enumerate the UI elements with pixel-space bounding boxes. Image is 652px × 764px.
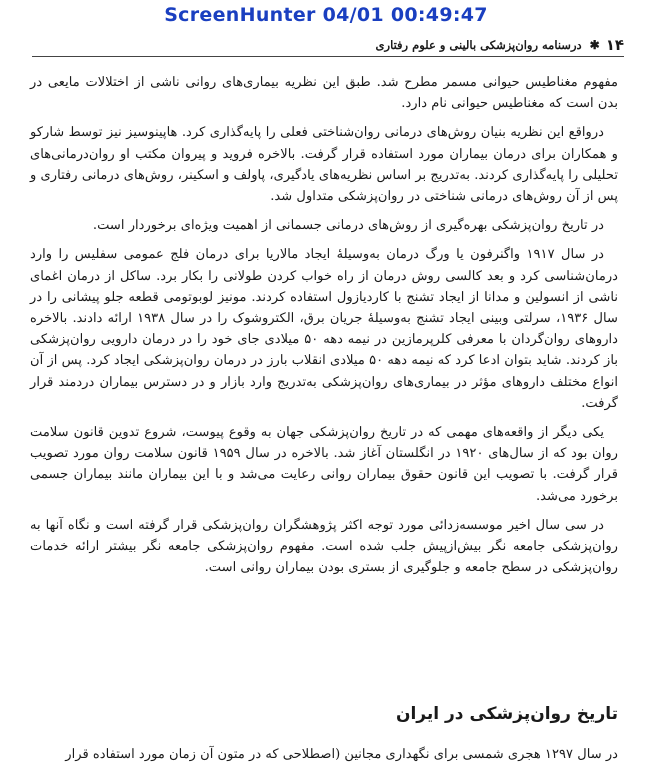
star-icon: ✱	[589, 38, 600, 52]
paragraph: درواقع این نظریه بنیان روش‌های درمانی روان‌شناختی فعلی را پایه‌گذاری کرد. هاپینوسیز نیز توسط شارکو و همکاران برای درمان بیماران مورد استفاده قرار گرفت. بالاخره فروید و پیروان مکتب او روان‌درمانی‌های تحلیلی را پایه‌گذاری کردند. به‌تدریج بر اساس نظریه‌های یادگیری، پاولف و اسکینر، روش‌های درمانی رفتاری و پس از آن روش‌های درمانی شناختی در روان‌پزشکی متداول شد.	[30, 125, 618, 205]
paragraph: مفهوم مغناطیس حیوانی مسمر مطرح شد. طبق این نظریه بیماری‌های روانی ناشی از اختلالات مایعی در بدن است که مغناطیس حیوانی نام دارد.	[30, 75, 618, 112]
screenhunter-watermark: ScreenHunter 04/01 00:49:47	[164, 4, 488, 26]
section-heading: تاریخ روان‌پزشکی در ایران	[395, 704, 618, 724]
paragraph: در سی سال اخیر موسسه‌زدائی مورد توجه اکثر پژوهشگران روان‌پزشکی قرار گرفته است و نگاه آنها به روان‌پزشکی جامعه نگر بیش‌ازپیش جلب شده است. مفهوم روان‌پزشکی جامعه نگر بیشتر ارائه خدمات روان‌پزشکی در سطح جامعه و جلوگیری از بستری بودن بیماران روانی است.	[30, 517, 618, 576]
paragraph: در سال ۱۹۱۷ واگنرفون یا ورگ درمان به‌وسیلهٔ ایجاد مالاریا برای درمان فلج عمومی سفلیس را وارد درمان‌شناسی کرد و بعد کالسی روش درمان از راه خواب کردن طولانی را بکار برد. ساکل از درمان اغمای ناشی از انسولین و مدانا از ایجاد تشنج با کاردیازول استفاده کردند. مونیز لوبوتومی قطعه جلو پیشانی را در سال ۱۹۳۶، سرلتی وبینی ایجاد تشنج به‌وسیلهٔ جریان برق، الکتروشوک را در سال ۱۹۳۸ ارائه دادند. بالاخره داروهای روان‌گردان با معرفی کلرپرمازین در نیمه دهه ۵۰ میلادی جای خود را در درمان دارویی روان‌پزشکی باز کردند. شاید بتوان ادعا کرد که نیمه دهه ۵۰ میلادی انقلاب بارز در درمان روان‌پزشکی ایجاد کرد. پس از آن انواع مختلف داروهای مؤثر در بیماری‌های روان‌پزشکی به‌تدریج وارد بازار و در دسترس بیماران دردمند قرار گرفت.	[30, 247, 618, 411]
partial-paragraph: در سال ۱۲۹۷ هجری شمسی برای نگهداری مجانین (اصطلاحی که در متون آن زمان مورد استفاده قرار	[65, 747, 618, 762]
paragraph: یکی دیگر از واقعه‌های مهمی که در تاریخ روان‌پزشکی جهان به وقوع پیوست، شروع تدوین قانون سلامت روان بود که از سال‌های ۱۹۲۰ در انگلستان آغاز شد. بالاخره در سال ۱۹۵۹ قانون سلامت روان مورد تصویب قرار گرفت. با تصویب این قانون حقوق بیماران روانی رعایت می‌شد و با این بیماران مانند بیماران جسمی برخورد می‌شد.	[30, 425, 618, 504]
body-text	[30, 72, 618, 586]
paragraph: در تاریخ روان‌پزشکی بهره‌گیری از روش‌های درمانی جسمانی از اهمیت ویژه‌ای برخوردار است.	[92, 218, 604, 234]
running-header	[32, 34, 624, 57]
book-title: درسنامه روان‌پزشکی بالینی و علوم رفتاری	[375, 38, 582, 52]
page-number: ۱۴	[605, 36, 624, 54]
